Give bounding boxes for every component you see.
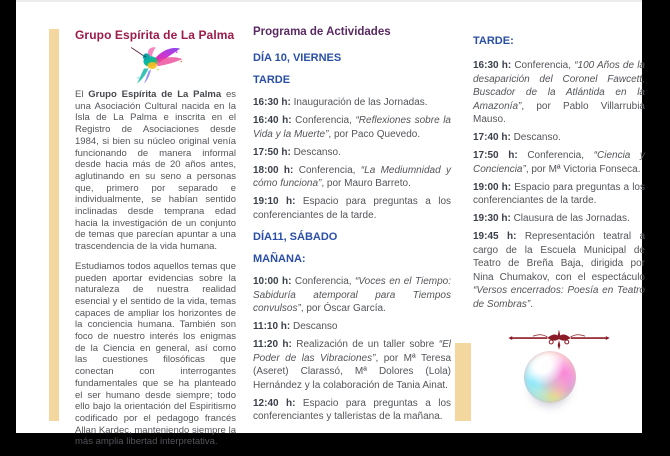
italic-title-text: “Ciencia y Conciencia” [473, 150, 645, 175]
text-segment: Espacio para preguntas a los conferenciantes y talleristas de la mañana. [253, 397, 451, 422]
about-paragraph-1 [75, 89, 236, 253]
italic-title-text: “100 Años de la desaparición del Coronel Fawcett, Buscador de la Atlántida en la Amazonía” [473, 60, 645, 112]
panel-program-afternoon [473, 35, 645, 359]
panel-about [75, 28, 236, 456]
schedule-item [253, 164, 451, 191]
day2-morning-label: MAÑANA: [253, 253, 306, 265]
schedule-item [253, 275, 451, 316]
schedule-item [253, 146, 451, 160]
schedule-item-time: 16:30 h: [473, 60, 512, 71]
text-segment: El [75, 89, 89, 100]
italic-title-text: “El Poder de las Vibraciones” [253, 339, 451, 364]
italic-title-text: “La Mediumnidad y cómo funciona” [253, 164, 451, 189]
day1-afternoon-schedule [253, 96, 451, 222]
text-segment: Conferencia, [293, 164, 361, 176]
text-segment: Descanso. [290, 146, 341, 158]
panel-program [253, 26, 451, 431]
day2-morning-schedule [253, 275, 451, 424]
about-paragraph-2: Estudiamos todos aquellos temas que pueden aportar evidencias sobre la naturaleza de nuestra realidad esencial y el sentido de la vida, temas capaces de ampliar los horizontes de la conciencia humana. También son foco de nuestro interés los enigmas de la Ciencia en general, así como las cuestiones filosóficas que conectan con interrogantes fundamentales que se ha planteado el ser humano desde siempre; todo ello bajo la orientación del Espiritismo codificado por el pedagogo francés Allan Kardec, manteniendo siempre la más amplia libertad interpretativa. [75, 260, 236, 448]
text-segment: Espacio para preguntas a los conferenciantes de la tarde. [253, 196, 451, 221]
schedule-item [253, 195, 451, 222]
schedule-item-time: 17:50 h: [473, 150, 518, 161]
text-segment: , por Mª Victoria Fonseca. [525, 163, 641, 175]
schedule-item-time: 19:45 h: [473, 231, 517, 242]
italic-title-text: “Reflexiones sobre la Vida y la Muerte” [253, 115, 451, 140]
schedule-item-time: 12:40 h: [253, 397, 296, 409]
text-segment: Conferencia, [291, 115, 356, 126]
italic-title-text: “Voces en el Tiempo: Sabiduría atemporal para Tiempos convulsos” [253, 276, 451, 314]
schedule-item [473, 59, 645, 127]
schedule-item-time: 17:50 h: [253, 146, 291, 158]
text-segment: , por Mª Teresa (Aseret) Clarassó, Mª Dolores (Lola) Hernández y la colaboración de Tania Ainat. [253, 352, 452, 391]
left-accent-bar [49, 29, 59, 421]
text-segment: Conferencia, [511, 60, 575, 71]
text-segment: Realización de un taller sobre [291, 339, 439, 350]
text-segment: Descanso. [510, 132, 561, 143]
schedule-item-time: 11:20 h: [253, 339, 292, 350]
day2-label: DÍA11, SÁBADO [253, 231, 338, 243]
schedule-item [253, 114, 451, 141]
text-segment: Espacio para preguntas a los conferenciantes de la tarde. [473, 181, 645, 206]
schedule-item [253, 96, 451, 110]
italic-title-text: “Versos encerrados: Poesía en Teatro de Sombras” [473, 285, 645, 310]
schedule-item-time: 19:30 h: [473, 213, 511, 224]
schedule-item-time: 19:00 h: [473, 181, 512, 193]
schedule-item [253, 338, 451, 392]
schedule-item [253, 397, 451, 424]
day1-session-label: TARDE [253, 74, 291, 86]
day1-label: DÍA 10, VIERNES [253, 52, 342, 64]
text-segment: , por Pablo Villarrubia Mauso. [473, 100, 645, 125]
text-segment: es una Asociación Cultural nacida en la Isla de La Palma e inscrita en el Registro de Asociaciones desde 1984, si bien su núcleo original venía funcionando de manera informal desde hacia más de 20 años antes, aglutinando en su seno a personas que, primero por separado e individualmente, se habían sentido inclinadas desde temprana edad hacia la investigación de un conjunto de temas que parecían apuntar a una trascendencia de la vida humana. [75, 89, 236, 253]
schedule-item-time: 10:00 h: [253, 276, 292, 287]
schedule-item [473, 230, 645, 311]
text-segment: Clausura de las Jornadas. [510, 213, 630, 224]
schedule-item-time: 16:30 h: [253, 97, 291, 108]
schedule-item [253, 320, 451, 334]
schedule-item [473, 149, 645, 176]
day2-afternoon-label: TARDE: [473, 35, 514, 47]
text-segment: Conferencia, [291, 276, 356, 287]
schedule-item-time: 17:40 h: [473, 132, 511, 143]
schedule-item-time: 16:40 h: [253, 115, 292, 126]
schedule-item-time: 19:10 h: [253, 196, 296, 207]
schedule-item-time: 18:00 h: [253, 164, 294, 176]
text-segment: , por Óscar García. [300, 303, 386, 314]
text-segment: , por Mauro Barreto. [321, 178, 411, 189]
schedule-item [473, 131, 645, 145]
text-segment: Conferencia, [517, 150, 594, 161]
text-segment: Grupo Espírita de La Palma [88, 89, 222, 100]
text-segment: Descanso [290, 321, 338, 332]
right-accent-bar [455, 343, 471, 421]
text-segment: Representación teatral a cargo de la Escuela Municipal de Teatro de Breña Baja, dirigida por Nina Chumakov, con el espectáculo [473, 231, 646, 283]
text-segment: , por Paco Quevedo. [328, 128, 421, 140]
bubble-image [524, 351, 576, 403]
day2-afternoon-schedule [473, 59, 645, 311]
hummingbird-icon [75, 44, 236, 86]
schedule-item [473, 181, 645, 208]
page-background [16, 0, 646, 448]
program-heading: Programa de Actividades [253, 26, 391, 38]
schedule-item [473, 212, 645, 226]
group-title: Grupo Espírita de La Palma [75, 28, 235, 42]
text-segment: Inauguración de las Jornadas. [290, 97, 428, 108]
text-segment: . [530, 298, 534, 310]
schedule-item-time: 11:10 h: [253, 321, 291, 332]
